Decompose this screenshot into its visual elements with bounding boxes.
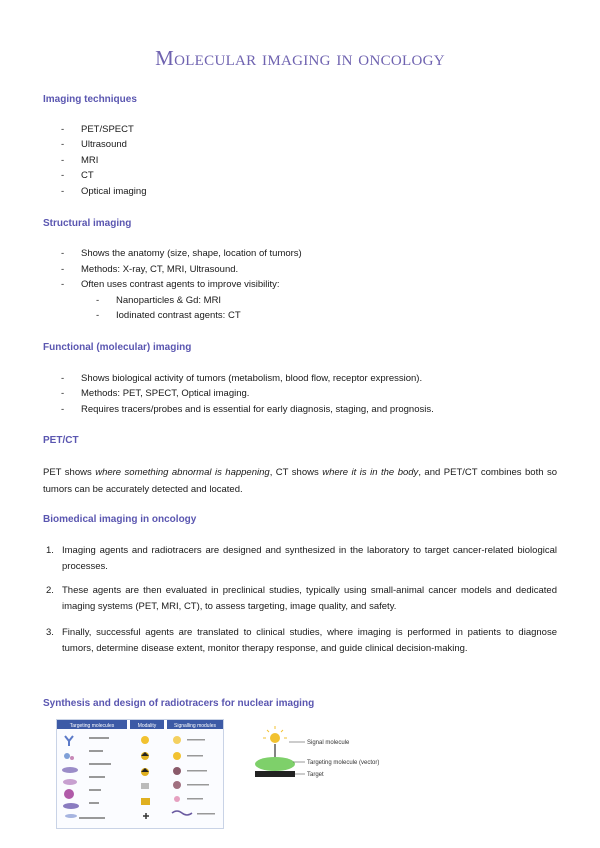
list-item: - Optical imaging [61,186,147,197]
col-targeting: Targeting molecules [69,723,115,729]
list-item: - PET/SPECT [61,124,134,135]
heading-imaging-techniques: Imaging techniques [43,94,137,105]
list-item: - Requires tracers/probes and is essential for early diagnosis, staging, and prognosis. [61,404,434,415]
targeting-molecule-icon [255,757,295,771]
radiotracer-schematic-figure [255,726,390,786]
list-item: - Ultrasound [61,139,127,150]
label-signal: Signal molecule [307,740,350,746]
list-item: - MRI [61,155,99,166]
heading-biomedical-imaging: Biomedical imaging in oncology [43,514,197,525]
target-icon [255,771,295,777]
list-item: - CT [61,170,94,181]
radiotracer-diagram [255,726,390,786]
numbered-item: 2. These agents are then evaluated in preclinical studies, typically using small-animal cancer models and dedicated imaging systems (PET, MRI, CT), to assess targeting, image quality, and safety. [46,585,557,612]
list-item: - Methods: PET, SPECT, Optical imaging. [61,388,250,399]
page-title: Molecular imaging in oncology [155,46,445,70]
label-targeting: Targeting molecule (vector) [307,760,380,766]
numbered-item: 1. Imaging agents and radiotracers are designed and synthesized in the laboratory to target cancer-related biological processes. [46,545,557,572]
col-signalling: Signalling modules [174,723,216,729]
heading-petct: PET/CT [43,435,79,446]
sub-list-item: - Iodinated contrast agents: CT [96,310,241,321]
label-target: Target [307,772,324,778]
list-item: - Shows the anatomy (size, shape, location of tumors) [61,248,302,259]
heading-functional-imaging: Functional (molecular) imaging [43,342,192,353]
list-item: - Methods: X-ray, CT, MRI, Ultrasound. [61,264,239,275]
list-item: - Often uses contrast agents to improve visibility: [61,279,280,290]
heading-synthesis: Synthesis and design of radiotracers for nuclear imaging [43,698,315,709]
col-modality: Modality [137,723,157,729]
numbered-item: 3. Finally, successful agents are translated to clinical studies, where imaging is performed in patients to diagnose tumors, determine disease extent, monitor therapy response, and guide clinical decision-making. [46,627,557,654]
components-diagram [57,720,223,828]
petct-paragraph: PET shows where something abnormal is happening, CT shows where it is in the body, and PET/CT combines both so tumors can be accurately detected and located. [43,467,558,495]
heading-structural-imaging: Structural imaging [43,218,132,229]
list-item: - Shows biological activity of tumors (metabolism, blood flow, receptor expression). [61,373,423,384]
radiotracer-components-figure [56,719,224,829]
sub-list-item: - Nanoparticles & Gd: MRI [96,295,222,306]
